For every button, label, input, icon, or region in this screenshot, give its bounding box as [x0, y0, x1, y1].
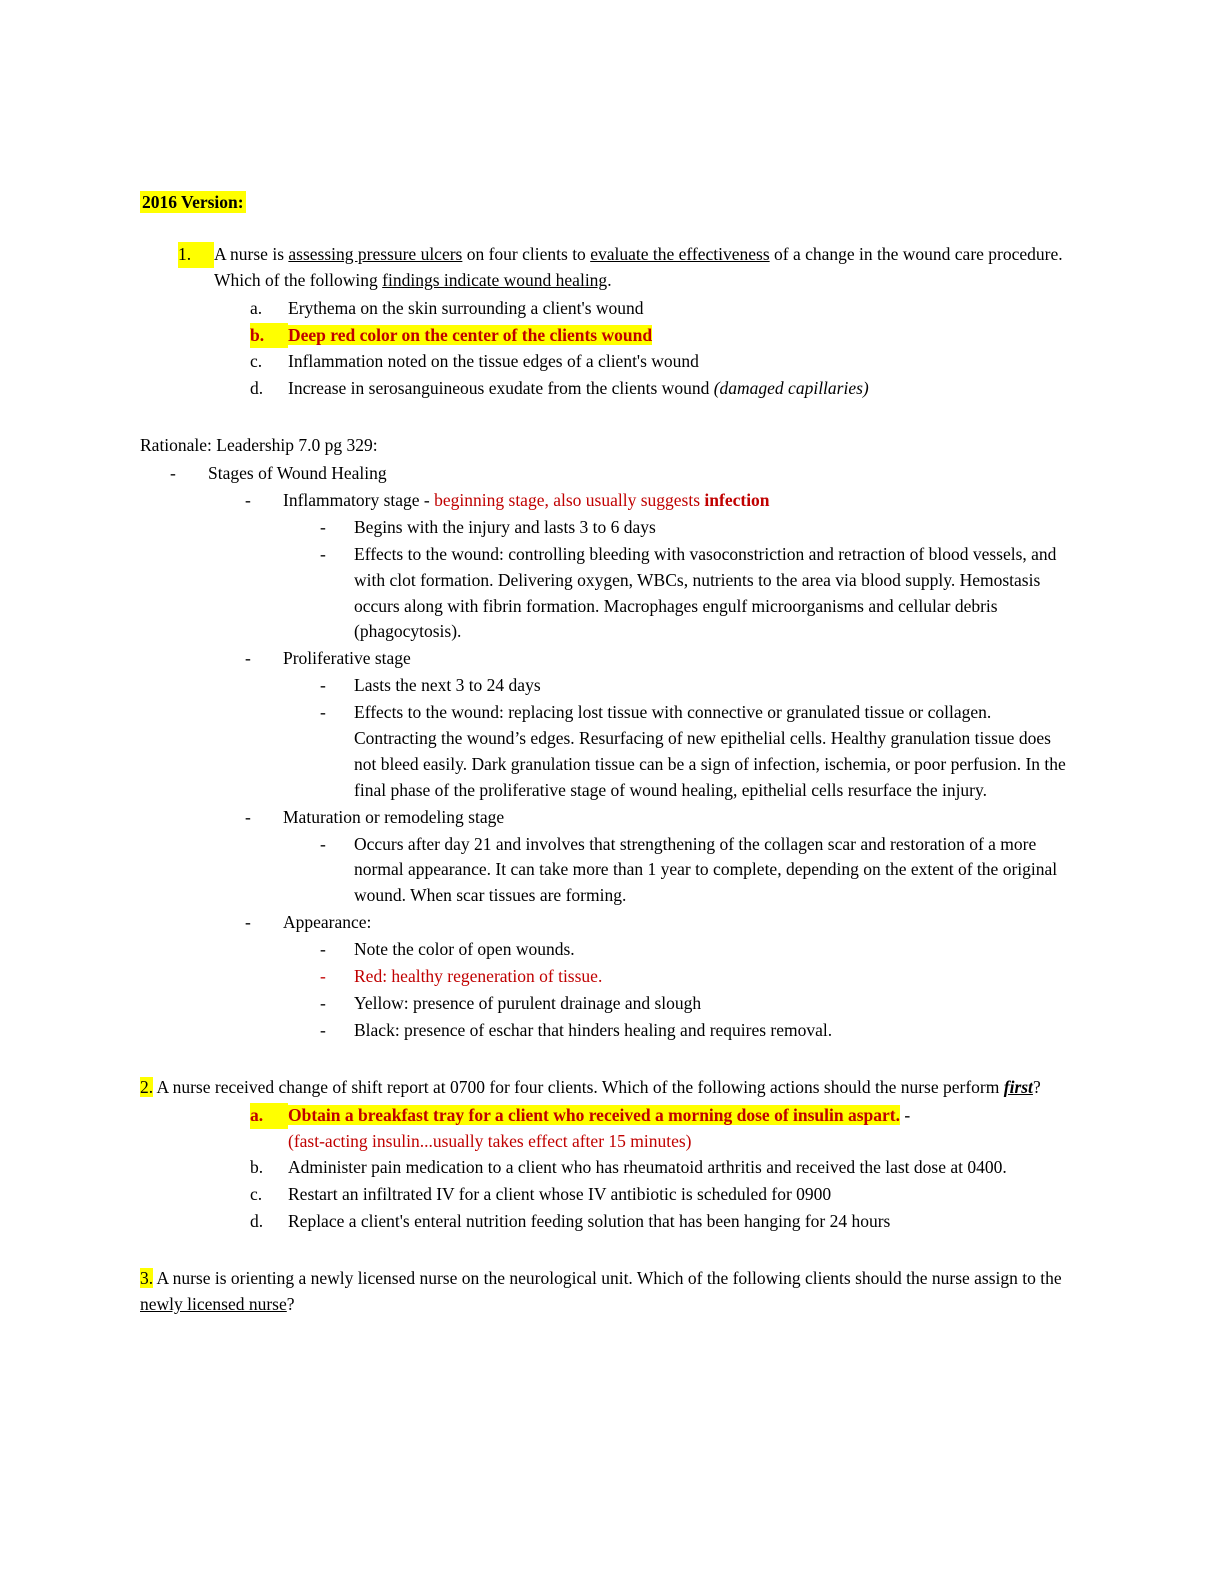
option-b-text: Deep red color on the center of the clients wound	[288, 324, 653, 345]
q3-stem-underline: newly licensed nurse	[140, 1293, 287, 1314]
spacer-after-rationale	[140, 1045, 1074, 1075]
inflammatory-bullet-1-text: Begins with the injury and lasts 3 to 6 days	[354, 516, 656, 537]
question-2-option-c	[250, 1182, 1074, 1208]
question-2-option-b	[250, 1155, 1074, 1181]
bullet-dash-icon: -	[170, 463, 176, 484]
proliferative-bullet-1-text: Lasts the next 3 to 24 days	[354, 675, 541, 696]
question-1	[178, 242, 1074, 402]
rationale-block	[140, 433, 1074, 1043]
option-c-marker: c.	[250, 351, 263, 372]
question-1-number: 1.	[178, 242, 214, 268]
question-1-option-b	[250, 323, 1074, 349]
bullet-dash-icon: -	[320, 966, 326, 987]
stage-maturation-label: Maturation or remodeling stage	[283, 806, 505, 827]
q2-stem-part1: A nurse received change of shift report at 0700 for four clients. Which of the following actions should the nurse perform	[153, 1076, 1004, 1097]
question-2-options	[250, 1103, 1074, 1235]
question-3	[140, 1266, 1074, 1318]
stage-inflammatory-red: beginning stage, also usually suggests	[434, 490, 705, 511]
option-a-trailing: -	[900, 1104, 911, 1125]
question-2-option-d	[250, 1209, 1074, 1235]
question-2-option-a	[250, 1103, 1074, 1155]
option-d-text: Increase in serosanguineous exudate from the clients wound	[288, 378, 714, 399]
appearance-bullet-4	[320, 1018, 1074, 1044]
rationale-topic	[170, 461, 1074, 487]
bullet-dash-icon: -	[320, 992, 326, 1013]
stage-inflammatory	[245, 488, 1074, 514]
appearance-bullet-3	[320, 991, 1074, 1017]
proliferative-bullet-2-text: Effects to the wound: replacing lost tissue with connective or granulated tissue or collagen. Contracting the wound’s edges. Resurfacing of new epithelial cells. Healthy granulation tissue does not bleed easily. Dark granulation tissue can be a sign of infection, ischemia, or poor perfusion. In the final phase of the proliferative stage of wound healing, epithelial cells resurface the injury.	[354, 702, 1066, 800]
option-a-subnote: (fast-acting insulin...usually takes effect after 15 minutes)	[288, 1130, 692, 1151]
q1-stem-underline2: evaluate the effectiveness	[590, 243, 770, 264]
option-d-marker: d.	[250, 1211, 264, 1232]
question-1-option-c	[250, 349, 1074, 375]
option-b-marker: b.	[250, 1157, 264, 1178]
option-b-text: Administer pain medication to a client who has rheumatoid arthritis and received the last dose at 0400.	[288, 1157, 1007, 1178]
option-b-marker: b.	[250, 323, 288, 349]
q1-stem-part1: A nurse is	[214, 243, 289, 264]
spacer-after-q1	[140, 403, 1074, 433]
question-1-options	[250, 296, 1074, 403]
question-1-stem-text	[214, 242, 1074, 294]
stage-proliferative-label: Proliferative stage	[283, 648, 411, 669]
q1-stem-underline3: findings indicate wound healing	[382, 269, 608, 290]
bullet-dash-icon: -	[320, 939, 326, 960]
appearance-bullet-3-text: Yellow: presence of purulent drainage and slough	[354, 992, 702, 1013]
inflammatory-bullet-2	[320, 542, 1074, 646]
document-title	[140, 190, 1074, 216]
bullet-dash-icon: -	[245, 912, 251, 933]
option-a-text-wrap	[288, 1103, 1074, 1155]
question-2-number: 2.	[140, 1076, 154, 1097]
appearance-bullet-2-text: Red: healthy regeneration of tissue.	[354, 966, 603, 987]
option-a-marker: a.	[250, 297, 263, 318]
question-1-stem	[178, 242, 1074, 294]
proliferative-bullet-1	[320, 673, 1074, 699]
appearance-bullet-4-text: Black: presence of eschar that hinders healing and requires removal.	[354, 1019, 833, 1040]
question-1-option-a	[250, 296, 1074, 322]
option-a-text: Obtain a breakfast tray for a client who received a morning dose of insulin aspart.	[288, 1104, 901, 1125]
q2-stem-emph: first	[1003, 1076, 1033, 1097]
question-3-stem	[140, 1266, 1074, 1318]
option-a-marker: a.	[250, 1103, 288, 1129]
rationale-header: Rationale: Leadership 7.0 pg 329:	[140, 435, 378, 456]
q1-stem-part4: .	[607, 269, 612, 290]
option-a-text: Erythema on the skin surrounding a client's wound	[288, 297, 644, 318]
bullet-dash-icon: -	[320, 1019, 326, 1040]
inflammatory-bullet-2-text: Effects to the wound: controlling bleeding with vasoconstriction and retraction of blood vessels, and with clot formation. Delivering oxygen, WBCs, nutrients to the area via blood supply. Hemostasis occurs along with fibrin formation. Macrophages engulf microorganisms and cellular debris (phagocytosis).	[354, 543, 1057, 642]
document-title-text: 2016 Version:	[142, 192, 244, 212]
bullet-dash-icon: -	[245, 806, 251, 827]
bullet-dash-icon: -	[245, 490, 251, 511]
bullet-dash-icon: -	[320, 543, 326, 564]
question-3-number: 3.	[140, 1268, 154, 1289]
appearance-bullet-1	[320, 937, 1074, 963]
stage-appearance	[245, 910, 1074, 936]
stage-inflammatory-label-wrap	[283, 488, 1074, 514]
bullet-dash-icon: -	[320, 675, 326, 696]
option-b-text-wrap	[288, 323, 1074, 349]
bullet-dash-icon: -	[245, 648, 251, 669]
spacer-after-q2	[140, 1236, 1074, 1266]
option-d-text-wrap	[288, 376, 1074, 402]
q1-stem-underline1: assessing pressure ulcers	[288, 243, 463, 264]
option-d-marker: d.	[250, 378, 264, 399]
bullet-dash-icon: -	[320, 516, 326, 537]
stage-proliferative	[245, 646, 1074, 672]
proliferative-bullet-2	[320, 700, 1074, 804]
q1-stem-part3: of a change in the wound care procedure. Which of the following	[214, 243, 1063, 290]
question-1-option-d	[250, 376, 1074, 402]
option-c-marker: c.	[250, 1184, 263, 1205]
stage-appearance-label: Appearance:	[283, 912, 372, 933]
option-c-text: Inflammation noted on the tissue edges of a client's wound	[288, 351, 699, 372]
rationale-topic-text: Stages of Wound Healing	[208, 463, 387, 484]
q2-stem-part2: ?	[1032, 1076, 1041, 1097]
option-d-note: (damaged capillaries)	[713, 378, 869, 399]
stage-maturation	[245, 805, 1074, 831]
stage-inflammatory-label: Inflammatory stage -	[283, 490, 435, 511]
bullet-dash-icon: -	[320, 833, 326, 854]
appearance-bullet-2	[320, 964, 1074, 990]
maturation-bullet-1-text: Occurs after day 21 and involves that strengthening of the collagen scar and restoration of a more normal appearance. It can take more than 1 year to complete, depending on the extent of the original wound. When scar tissues are forming.	[354, 833, 1058, 906]
bullet-dash-icon: -	[320, 702, 326, 723]
q3-stem-part2: ?	[286, 1293, 295, 1314]
q1-stem-part2: on four clients to	[462, 243, 591, 264]
option-c-text: Restart an infiltrated IV for a client whose IV antibiotic is scheduled for 0900	[288, 1184, 832, 1205]
stage-inflammatory-red-bold: infection	[704, 490, 770, 511]
option-d-text: Replace a client's enteral nutrition feeding solution that has been hanging for 24 hours	[288, 1211, 891, 1232]
question-2	[140, 1075, 1074, 1235]
question-2-stem	[140, 1075, 1074, 1101]
inflammatory-bullet-1	[320, 515, 1074, 541]
appearance-bullet-1-text: Note the color of open wounds.	[354, 939, 575, 960]
q3-stem-part1: A nurse is orienting a newly licensed nurse on the neurological unit. Which of the following clients should the nurse assign to the	[153, 1268, 1062, 1289]
maturation-bullet-1	[320, 832, 1074, 910]
